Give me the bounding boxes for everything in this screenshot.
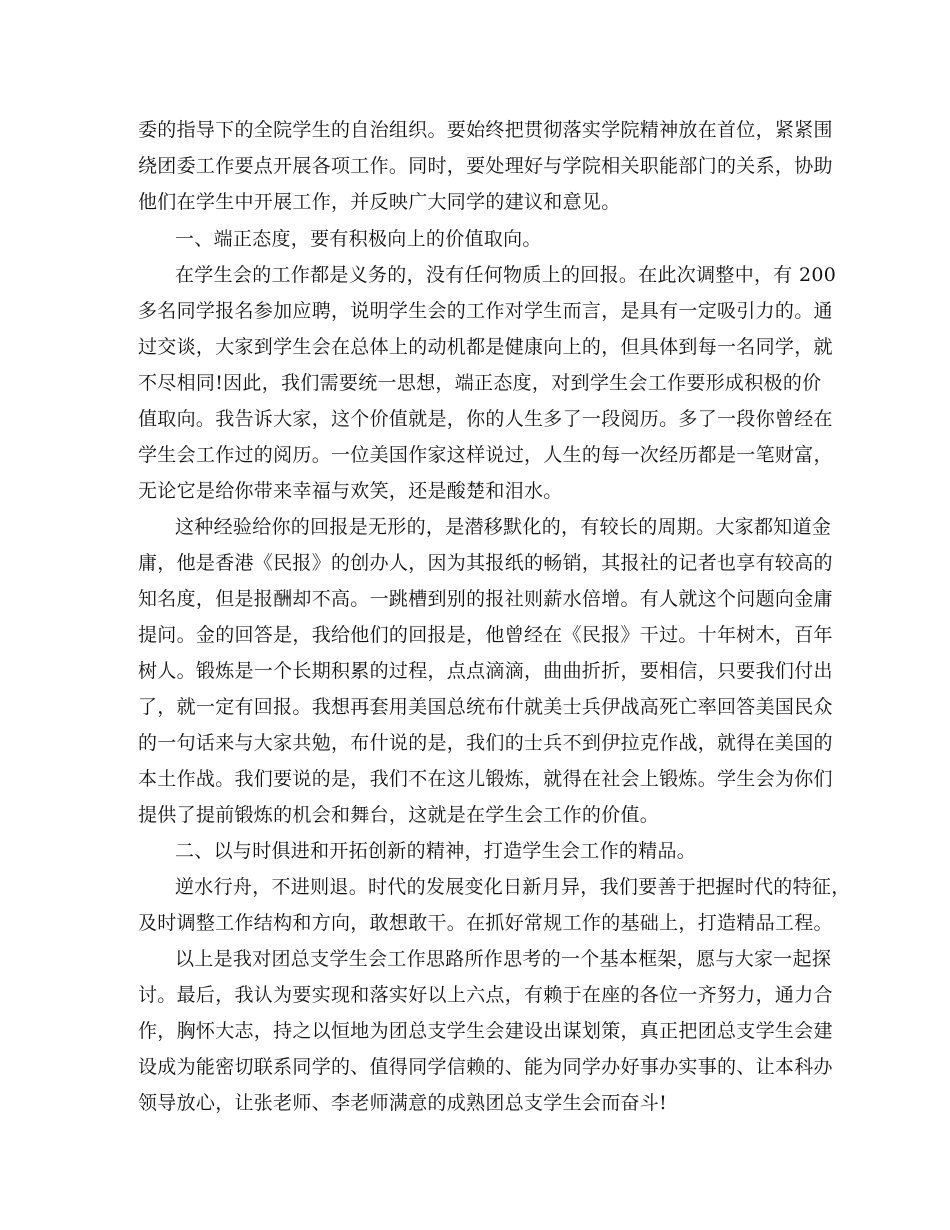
- text-line: 设成为能密切联系同学的、值得同学信赖的、能为同学办好事办实事的、让本科办: [138, 1056, 833, 1078]
- text-line: 无论它是给你带来幸福与欢笑，还是酸楚和泪水。: [138, 480, 563, 502]
- text-line: 庸，他是香港《民报》的创办人，因为其报纸的畅销，其报社的记者也享有较高的: [138, 552, 833, 574]
- text-line: 值取向。我告诉大家，这个价值就是，你的人生多了一段阅历。多了一段你曾经在: [138, 408, 833, 430]
- text-line: 了，就一定有回报。我想再套用美国总统布什就美士兵伊战高死亡率回答美国民众: [138, 696, 833, 718]
- text-line: 这种经验给你的回报是无形的，是潜移默化的，有较长的周期。大家都知道金: [175, 516, 832, 538]
- text-line: 学生会工作过的阅历。一位美国作家这样说过，人生的每一次经历都是一笔财富，: [138, 444, 833, 466]
- text-line: 绕团委工作要点开展各项工作。同时，要处理好与学院相关职能部门的关系，协助: [138, 155, 833, 177]
- text-line: 领导放心，让张老师、李老师满意的成熟团总支学生会而奋斗!: [138, 1092, 668, 1114]
- text-line: 本土作战。我们要说的是，我们不在这儿锻炼，就得在社会上锻炼。学生会为你们: [138, 768, 833, 790]
- text-line: 以上是我对团总支学生会工作思路所作思考的一个基本框架，愿与大家一起探: [175, 948, 832, 970]
- text-line: 他们在学生中开展工作，并反映广大同学的建议和意见。: [138, 191, 621, 213]
- section-heading: 一、端正态度，要有积极向上的价值取向。: [175, 228, 542, 250]
- section-heading: 二、以与时俱进和开拓创新的精神，打造学生会工作的精品。: [175, 840, 697, 862]
- text-line: 讨。最后，我认为要实现和落实好以上六点，有赖于在座的各位一齐努力，通力合: [138, 984, 833, 1006]
- text-line: 多名同学报名参加应聘，说明学生会的工作对学生而言，是具有一定吸引力的。通: [138, 300, 833, 322]
- text-line: 树人。锻炼是一个长期积累的过程，点点滴滴，曲曲折折，要相信，只要我们付出: [138, 660, 833, 682]
- text-line: 过交谈，大家到学生会在总体上的动机都是健康向上的，但具体到每一名同学，就: [138, 336, 833, 358]
- text-line: 作，胸怀大志，持之以恒地为团总支学生会建设出谋划策，真正把团总支学生会建: [138, 1020, 833, 1042]
- text-line: 在学生会的工作都是义务的，没有任何物质上的回报。在此次调整中，有 200: [175, 264, 837, 286]
- text-line: 不尽相同!因此，我们需要统一思想，端正态度，对到学生会工作要形成积极的价: [138, 372, 822, 394]
- text-line: 知名度，但是报酬却不高。一跳槽到别的报社则薪水倍增。有人就这个问题向金庸: [138, 588, 833, 610]
- text-line: 提供了提前锻炼的机会和舞台，这就是在学生会工作的价值。: [138, 804, 660, 826]
- text-line: 提问。金的回答是，我给他们的回报是，他曾经在《民报》干过。十年树木，百年: [138, 624, 833, 646]
- text-line: 逆水行舟，不进则退。时代的发展变化日新月异，我们要善于把握时代的特征，: [175, 876, 851, 898]
- text-line: 委的指导下的全院学生的自治组织。要始终把贯彻落实学院精神放在首位，紧紧围: [138, 119, 833, 141]
- text-line: 及时调整工作结构和方向，敢想敢干。在抓好常规工作的基础上，打造精品工程。: [138, 912, 833, 934]
- text-line: 的一句话来与大家共勉，布什说的是，我们的士兵不到伊拉克作战，就得在美国的: [138, 732, 833, 754]
